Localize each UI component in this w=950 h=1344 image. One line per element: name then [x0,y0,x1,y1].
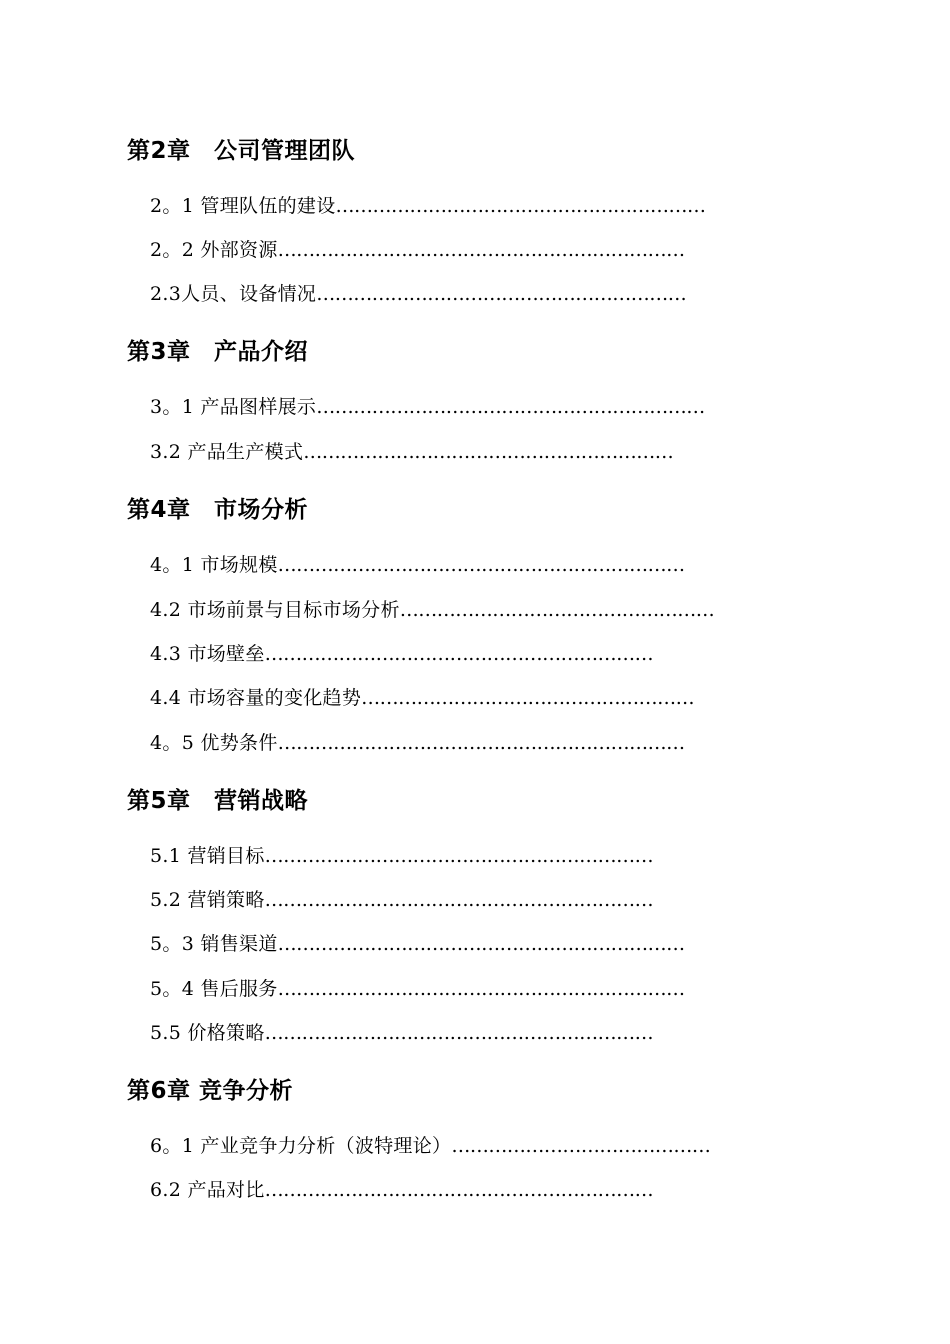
toc-entry[interactable] [150,931,685,957]
dot-leader: ………………………………………………………… [277,239,685,261]
toc-entry[interactable] [150,552,685,578]
dot-leader: ………………………………………………………… [277,933,685,955]
toc-entry-label: 6。1 产业竞争力分析（波特理论） [150,1135,452,1157]
dot-leader: …………………………………………………… [316,283,687,305]
dot-leader: ………………………………………………………… [277,732,685,754]
toc-entry[interactable] [150,685,694,711]
toc-entry-label: 2.3人员、设备情况 [150,283,317,305]
toc-entry-label: 2。1 管理队伍的建设 [150,195,336,217]
dot-leader: …………………………………………… [399,599,715,621]
toc-entry[interactable] [150,887,653,913]
toc-entry[interactable] [150,439,673,465]
toc-entry[interactable] [150,843,653,869]
toc-entry[interactable] [150,1133,710,1159]
toc-entry[interactable] [150,597,714,623]
dot-leader: ……………………………………………………… [264,1179,654,1201]
toc-entry[interactable] [150,1177,653,1203]
dot-leader: ………………………………………………………… [277,554,685,576]
dot-leader: ……………………………………………………… [264,889,654,911]
toc-entry[interactable] [150,730,685,756]
toc-entry-label: 5。4 售后服务 [150,978,278,1000]
chapter-heading: 第2章 公司管理团队 [127,138,356,164]
dot-leader: ………………………………………………………… [277,978,685,1000]
toc-entry-label: 3。1 产品图样展示 [150,396,317,418]
toc-entry-label: 5.2 营销策略 [150,889,265,911]
toc-entry-label: 4.3 市场壁垒 [150,643,265,665]
chapter-heading: 第5章 营销战略 [127,788,309,814]
toc-entry-label: 4。1 市场规模 [150,554,278,576]
toc-entry-label: 5。3 销售渠道 [150,933,278,955]
dot-leader: ……………………………………………………… [316,396,705,418]
chapter-heading: 第6章 竞争分析 [127,1078,294,1104]
dot-leader: ……………………………………………………… [264,643,654,665]
toc-entry-label: 4.2 市场前景与目标市场分析 [150,599,400,621]
toc-entry-label: 5.1 营销目标 [150,845,265,867]
toc-entry[interactable] [150,1020,653,1046]
toc-entry[interactable] [150,193,706,219]
dot-leader: ……………………………………………………… [264,845,654,867]
toc-entry-label: 3.2 产品生产模式 [150,441,304,463]
dot-leader: …………………………………… [451,1135,711,1157]
toc-entry-label: 6.2 产品对比 [150,1179,265,1201]
toc-entry[interactable] [150,641,653,667]
dot-leader: ……………………………………………………… [264,1022,654,1044]
dot-leader: …………………………………………………… [303,441,674,463]
toc-entry-label: 4.4 市场容量的变化趋势 [150,687,362,709]
dot-leader: …………………………………………………… [335,195,706,217]
toc-entry-label: 4。5 优势条件 [150,732,278,754]
dot-leader: ……………………………………………… [361,687,695,709]
toc-entry[interactable] [150,394,705,420]
toc-entry[interactable] [150,281,686,307]
chapter-heading: 第3章 产品介绍 [127,339,309,365]
chapter-heading: 第4章 市场分析 [127,497,309,523]
toc-entry-label: 2。2 外部资源 [150,239,278,261]
toc-entry[interactable] [150,237,685,263]
toc-entry[interactable] [150,976,685,1002]
toc-entry-label: 5.5 价格策略 [150,1022,265,1044]
